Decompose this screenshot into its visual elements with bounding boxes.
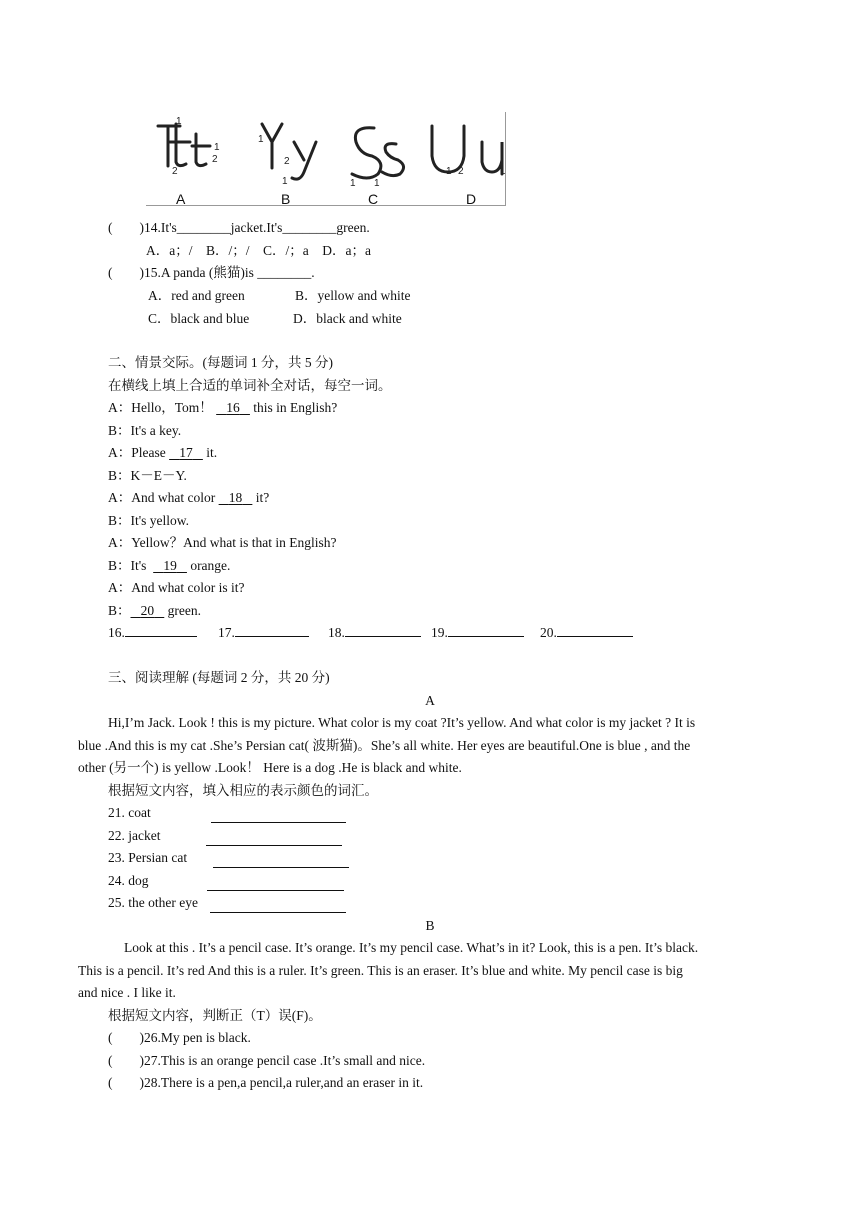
dialogue-line-2: B：It's a key. bbox=[108, 423, 182, 438]
item-25[interactable] bbox=[108, 892, 198, 915]
blank-20 bbox=[131, 600, 165, 623]
dialogue-line-8 bbox=[108, 555, 230, 578]
blank-number: 18 bbox=[228, 490, 243, 505]
answer-20[interactable] bbox=[540, 622, 633, 645]
figure-border-bottom bbox=[146, 205, 506, 206]
dialogue-line-4: B：K－E－Y. bbox=[108, 468, 187, 483]
answer-18[interactable] bbox=[328, 622, 421, 645]
figure-option-a: A bbox=[176, 191, 186, 207]
item-22[interactable] bbox=[108, 825, 160, 848]
dialogue-line-5 bbox=[108, 487, 269, 510]
dialogue-text: it? bbox=[255, 490, 270, 505]
svg-text:2: 2 bbox=[458, 166, 464, 177]
dialogue-text: A：Please bbox=[108, 445, 166, 460]
answer-line[interactable] bbox=[345, 622, 421, 637]
item-label: 25. the other eye bbox=[108, 895, 198, 910]
svg-text:1: 1 bbox=[282, 176, 288, 187]
item-label: 21. coat bbox=[108, 805, 151, 820]
passage-a-instruction: 根据短文内容，填入相应的表示颜色的词汇。 bbox=[108, 783, 378, 798]
answer-19[interactable] bbox=[431, 622, 524, 645]
passage-b-line-2: This is a pencil. It’s red And this is a ruler. It’s green. This is an eraser. It’s blue and white. My pencil case is big bbox=[78, 963, 683, 978]
svg-text:2: 2 bbox=[212, 154, 218, 165]
question-27: ( )27.This is an orange pencil case .It’s small and nice. bbox=[108, 1053, 426, 1068]
answer-16[interactable] bbox=[108, 622, 197, 645]
dialogue-line-3 bbox=[108, 442, 217, 465]
figure-option-c: C bbox=[368, 191, 379, 207]
blank-16 bbox=[216, 397, 250, 420]
letter-stroke-figure bbox=[146, 112, 506, 206]
dialogue-text: A：Hello，Tom！ bbox=[108, 400, 213, 415]
question-14-options: A．a；/ B．/；/ C．/；a D．a；a bbox=[146, 243, 371, 258]
dialogue-line-10 bbox=[108, 600, 201, 623]
dialogue-text: B： bbox=[108, 603, 131, 618]
answer-label: 18. bbox=[328, 625, 345, 640]
passage-b-instruction: 根据短文内容，判断正（T）误(F)。 bbox=[108, 1008, 322, 1023]
dialogue-text: this in English? bbox=[253, 400, 338, 415]
question-15-stem: ( )15.A panda (熊猫)is ________. bbox=[108, 265, 315, 280]
dialogue-line-6: B：It's yellow. bbox=[108, 513, 190, 528]
item-label: 22. jacket bbox=[108, 828, 161, 843]
svg-text:1: 1 bbox=[350, 178, 356, 189]
svg-text:1: 1 bbox=[214, 142, 220, 153]
answer-17[interactable] bbox=[218, 622, 309, 645]
blank-number: 20 bbox=[140, 603, 155, 618]
figure-border-right bbox=[505, 112, 506, 206]
item-label: 23. Persian cat bbox=[108, 850, 188, 865]
blank-number: 19 bbox=[163, 558, 177, 573]
blank-number: 17 bbox=[179, 445, 193, 460]
question-15-option-b: B．yellow and white bbox=[295, 288, 411, 303]
stroke-order-letters-image bbox=[146, 112, 506, 206]
figure-option-b: B bbox=[281, 191, 291, 207]
question-14-stem: ( )14.It's________jacket.It's________green. bbox=[108, 220, 370, 235]
blank-17 bbox=[169, 442, 203, 465]
passage-b-label: B bbox=[425, 918, 435, 933]
passage-a-line-3: other (另一个) is yellow .Look！ Here is a dog .He is black and white. bbox=[78, 760, 462, 775]
part2-instruction: 在横线上填上合适的单词补全对话，每空一词。 bbox=[108, 378, 392, 393]
question-28: ( )28.There is a pen,a pencil,a ruler,and an eraser in it. bbox=[108, 1075, 424, 1090]
blank-18 bbox=[219, 487, 253, 510]
blank-19 bbox=[153, 555, 187, 578]
passage-b-line-3: and nice . I like it. bbox=[78, 985, 176, 1000]
dialogue-text: orange. bbox=[190, 558, 231, 573]
answer-label: 20. bbox=[540, 625, 557, 640]
svg-text:2: 2 bbox=[172, 166, 178, 177]
question-15-option-c: C．black and blue bbox=[148, 311, 250, 326]
item-22-answer-line[interactable] bbox=[206, 831, 342, 846]
question-15-option-d: D．black and white bbox=[293, 311, 402, 326]
svg-text:1: 1 bbox=[374, 178, 380, 189]
item-25-answer-line[interactable] bbox=[210, 898, 346, 913]
answer-label: 16. bbox=[108, 625, 125, 640]
dialogue-text: B：It's bbox=[108, 558, 147, 573]
passage-a-label: A bbox=[425, 693, 435, 708]
svg-text:2: 2 bbox=[284, 156, 290, 167]
question-26: ( )26.My pen is black. bbox=[108, 1030, 251, 1045]
item-21-answer-line[interactable] bbox=[211, 808, 346, 823]
passage-a-line-2: blue .And this is my cat .She’s Persian cat( 波斯猫)。She’s all white. Her eyes are beautiful.One is blue , and the bbox=[78, 738, 691, 753]
svg-text:1: 1 bbox=[258, 134, 264, 145]
answer-line[interactable] bbox=[125, 622, 197, 637]
dialogue-text: A：And what color bbox=[108, 490, 216, 505]
answer-line[interactable] bbox=[448, 622, 524, 637]
item-21[interactable] bbox=[108, 802, 151, 825]
dialogue-line-1 bbox=[108, 397, 337, 420]
svg-text:1: 1 bbox=[176, 116, 182, 127]
dialogue-line-7: A：Yellow？And what is that in English? bbox=[108, 535, 337, 550]
passage-a-line-1: Hi,I’m Jack. Look ! this is my picture. What color is my coat ?It’s yellow. And what color is my jacket ? It is bbox=[108, 715, 696, 730]
item-23-answer-line[interactable] bbox=[213, 853, 349, 868]
part3-heading: 三、阅读理解 (每题词 2 分，共 20 分) bbox=[108, 670, 330, 685]
dialogue-text: green. bbox=[167, 603, 201, 618]
svg-text:1: 1 bbox=[500, 166, 506, 177]
answer-line[interactable] bbox=[235, 622, 309, 637]
answer-line[interactable] bbox=[557, 622, 633, 637]
item-24-answer-line[interactable] bbox=[207, 876, 344, 891]
passage-b-line-1: Look at this . It’s a pencil case. It’s orange. It’s my pencil case. What’s in it? Look, this is a pen. It’s black. bbox=[124, 940, 699, 955]
answer-label: 19. bbox=[431, 625, 448, 640]
figure-option-d: D bbox=[466, 191, 477, 207]
blank-number: 16 bbox=[226, 400, 240, 415]
part2-heading: 二、情景交际。(每题词 1 分，共 5 分) bbox=[108, 355, 333, 370]
dialogue-text: it. bbox=[206, 445, 218, 460]
item-24[interactable] bbox=[108, 870, 149, 893]
item-label: 24. dog bbox=[108, 873, 149, 888]
item-23[interactable] bbox=[108, 847, 187, 870]
question-15-option-a: A．red and green bbox=[148, 288, 245, 303]
dialogue-line-9: A：And what color is it? bbox=[108, 580, 245, 595]
answer-label: 17. bbox=[218, 625, 235, 640]
svg-text:1: 1 bbox=[446, 166, 452, 177]
